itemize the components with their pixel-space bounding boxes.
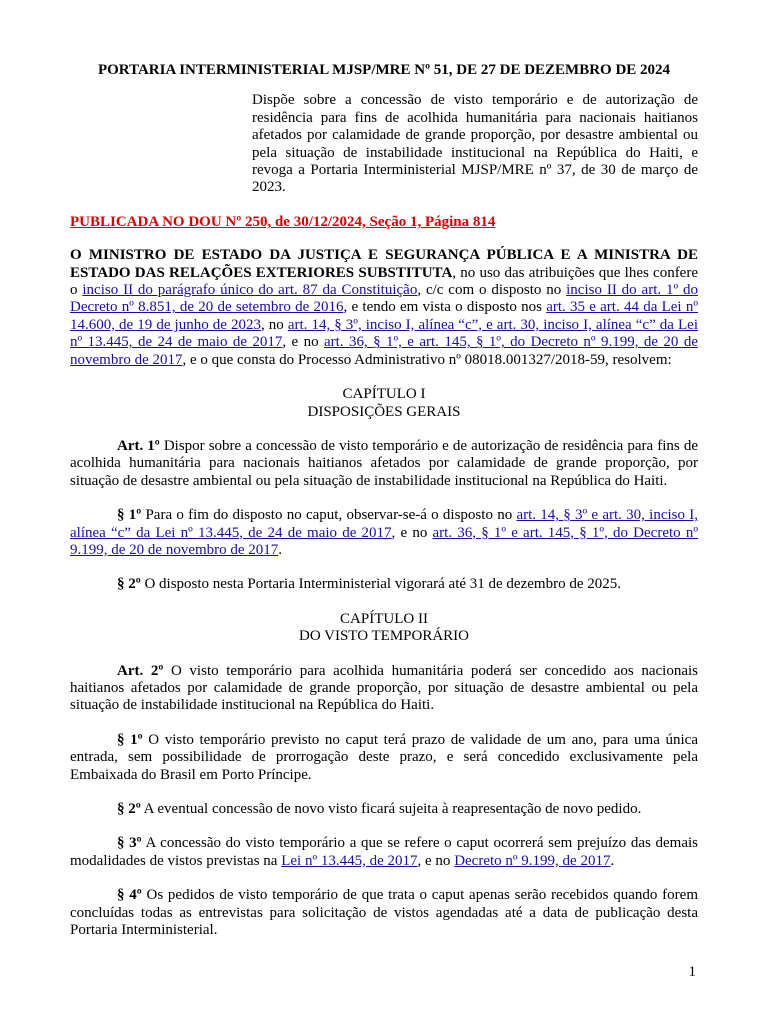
preamble-authority: O MINISTRO DE ESTADO DA JUSTIÇA E SEGURANÇA PÚBLICA E A MINISTRA DE ESTADO DAS RELAÇÕES EXTERIORES SUBSTITUTA: [70, 247, 698, 281]
link-decreto-9199-2017[interactable]: Decreto nº 9.199, de 2017: [454, 852, 611, 869]
paragraph-label: § 2º: [117, 576, 141, 593]
link-decreto-9199[interactable]: art. 36, § 1º e art. 145, § 1º, do Decreto nº 9.199, de 20 de novembro de 2017: [70, 524, 698, 558]
paragraph-label: § 4º: [117, 887, 142, 904]
link-constituicao[interactable]: inciso II do parágrafo único do art. 87 da Constituição: [82, 282, 418, 299]
preamble-text: , e o que consta do Processo Administrativo nº 08018.001327/2018-59, resolvem:: [182, 351, 672, 368]
paragraph-text: O visto temporário previsto no caput terá prazo de validade de um ano, para uma única entrada, sem possibilidade de prorrogação deste prazo, e será concedido exclusivamente pela Embaixada do Brasil em Porto Príncipe.: [70, 731, 698, 783]
article-1-paragraph-1: [70, 507, 698, 559]
paragraph-text: A concessão do visto temporário a que se refere o caput ocorrerá sem prejuízo das demais modalidades de vistos previstas na: [70, 835, 699, 869]
paragraph-text: , e no: [417, 852, 455, 869]
preamble-text: , no: [260, 316, 288, 333]
link-decreto-9199[interactable]: art. 36, § 1º, e art. 145, § 1º, do Decreto nº 9.199, de 20 de novembro de 2017: [70, 334, 698, 368]
article-label: Art. 1º: [117, 437, 160, 454]
preamble-text: , e tendo em vista o disposto nos: [343, 299, 547, 316]
paragraph-text: .: [278, 541, 283, 558]
chapter-name: DO VISTO TEMPORÁRIO: [298, 628, 470, 645]
link-lei-13445[interactable]: art. 14, § 3º, inciso I, alínea “c”, e art. 30, inciso I, alínea “c” da Lei nº 13.445, de 24 de maio de 2017: [70, 316, 699, 351]
chapter-heading: [70, 386, 698, 421]
chapter-name: DISPOSIÇÕES GERAIS: [307, 403, 461, 420]
ementa: Dispõe sobre a concessão de visto temporário e de autorização de residência para fins de acolhida humanitária para nacionais haitianos afetados por calamidade de grande proporção, por desastre ambiental ou pela situação de instabilidade institucional na República do Haiti, e revoga a Portaria Interministerial MJSP/MRE nº 37, de 30 de março de 2023.: [252, 92, 698, 196]
document-page: [70, 62, 698, 956]
article-2-paragraph-1: [70, 732, 698, 784]
preamble-text: , e no: [282, 334, 324, 351]
article-2-paragraph-3: [70, 835, 698, 870]
document-title: PORTARIA INTERMINISTERIAL MJSP/MRE Nº 51, DE 27 DE DEZEMBRO DE 2024: [97, 62, 671, 78]
article-1: [70, 438, 698, 490]
paragraph-label: § 2º: [117, 801, 141, 817]
paragraph-text: Os pedidos de visto temporário de que trata o caput apenas serão recebidos quando forem concluídas todas as entrevistas para solicitação de vistos agendadas até a data de publicação desta Portaria Interministerial.: [70, 887, 698, 939]
article-label: Art. 2º: [117, 662, 164, 679]
article-2: [70, 663, 698, 715]
link-lei-13445[interactable]: art. 14, § 3º e art. 30, inciso I, alínea “c” da Lei nº 13.445, de 24 de maio de 2017: [70, 507, 698, 541]
article-1-paragraph-2: [70, 576, 698, 593]
paragraph-label: § 1º: [117, 731, 143, 748]
link-lei-13445-2017[interactable]: Lei nº 13.445, de 2017: [281, 852, 418, 869]
paragraph-text: Para o fim do disposto no caput, observar-se-á o disposto no: [141, 507, 517, 524]
paragraph-text: O disposto nesta Portaria Interministerial vigorará até 31 de dezembro de 2025.: [140, 576, 621, 593]
preamble-text: , c/c com o disposto no: [417, 282, 567, 299]
paragraph-text: A eventual concessão de novo visto ficará sujeita à reapresentação de novo pedido.: [140, 801, 642, 817]
paragraph-label: § 1º: [117, 507, 142, 524]
publication-notice: PUBLICADA NO DOU Nº 250, de 30/12/2024, Seção 1, Página 814: [70, 213, 496, 230]
paragraph-text: .: [610, 852, 615, 869]
paragraph-text: , e no: [391, 524, 433, 541]
preamble-text: , no uso das atribuições que lhes confere o: [70, 264, 698, 299]
link-lei-14600[interactable]: art. 35 e art. 44 da Lei nº 14.600, de 19 de junho de 2023: [70, 299, 698, 333]
article-2-paragraph-4: [70, 887, 698, 939]
article-2-paragraph-2: [70, 801, 698, 818]
chapter-label: CAPÍTULO I: [342, 386, 426, 403]
preamble: [70, 247, 698, 369]
page-number: 1: [688, 964, 696, 980]
paragraph-label: § 3º: [117, 835, 142, 852]
article-text: O visto temporário para acolhida humanitária poderá ser concedido aos nacionais haitianos afetados por calamidade de grande proporção, por situação de desastre ambiental ou pela situação de instabilidade institucional na República do Haiti.: [70, 662, 698, 714]
link-decreto-8851[interactable]: inciso II do art. 1º do Decreto nº 8.851, de 20 de setembro de 2016: [70, 282, 699, 316]
chapter-heading: [70, 611, 698, 646]
chapter-label: CAPÍTULO II: [340, 610, 428, 627]
article-text: Dispor sobre a concessão de visto temporário e de autorização de residência para fins de acolhida humanitária para nacionais haitianos afetados por calamidade de grande proporção, por situação de desastre ambiental ou pela situação de instabilidade institucional na República do Haiti.: [70, 437, 698, 489]
